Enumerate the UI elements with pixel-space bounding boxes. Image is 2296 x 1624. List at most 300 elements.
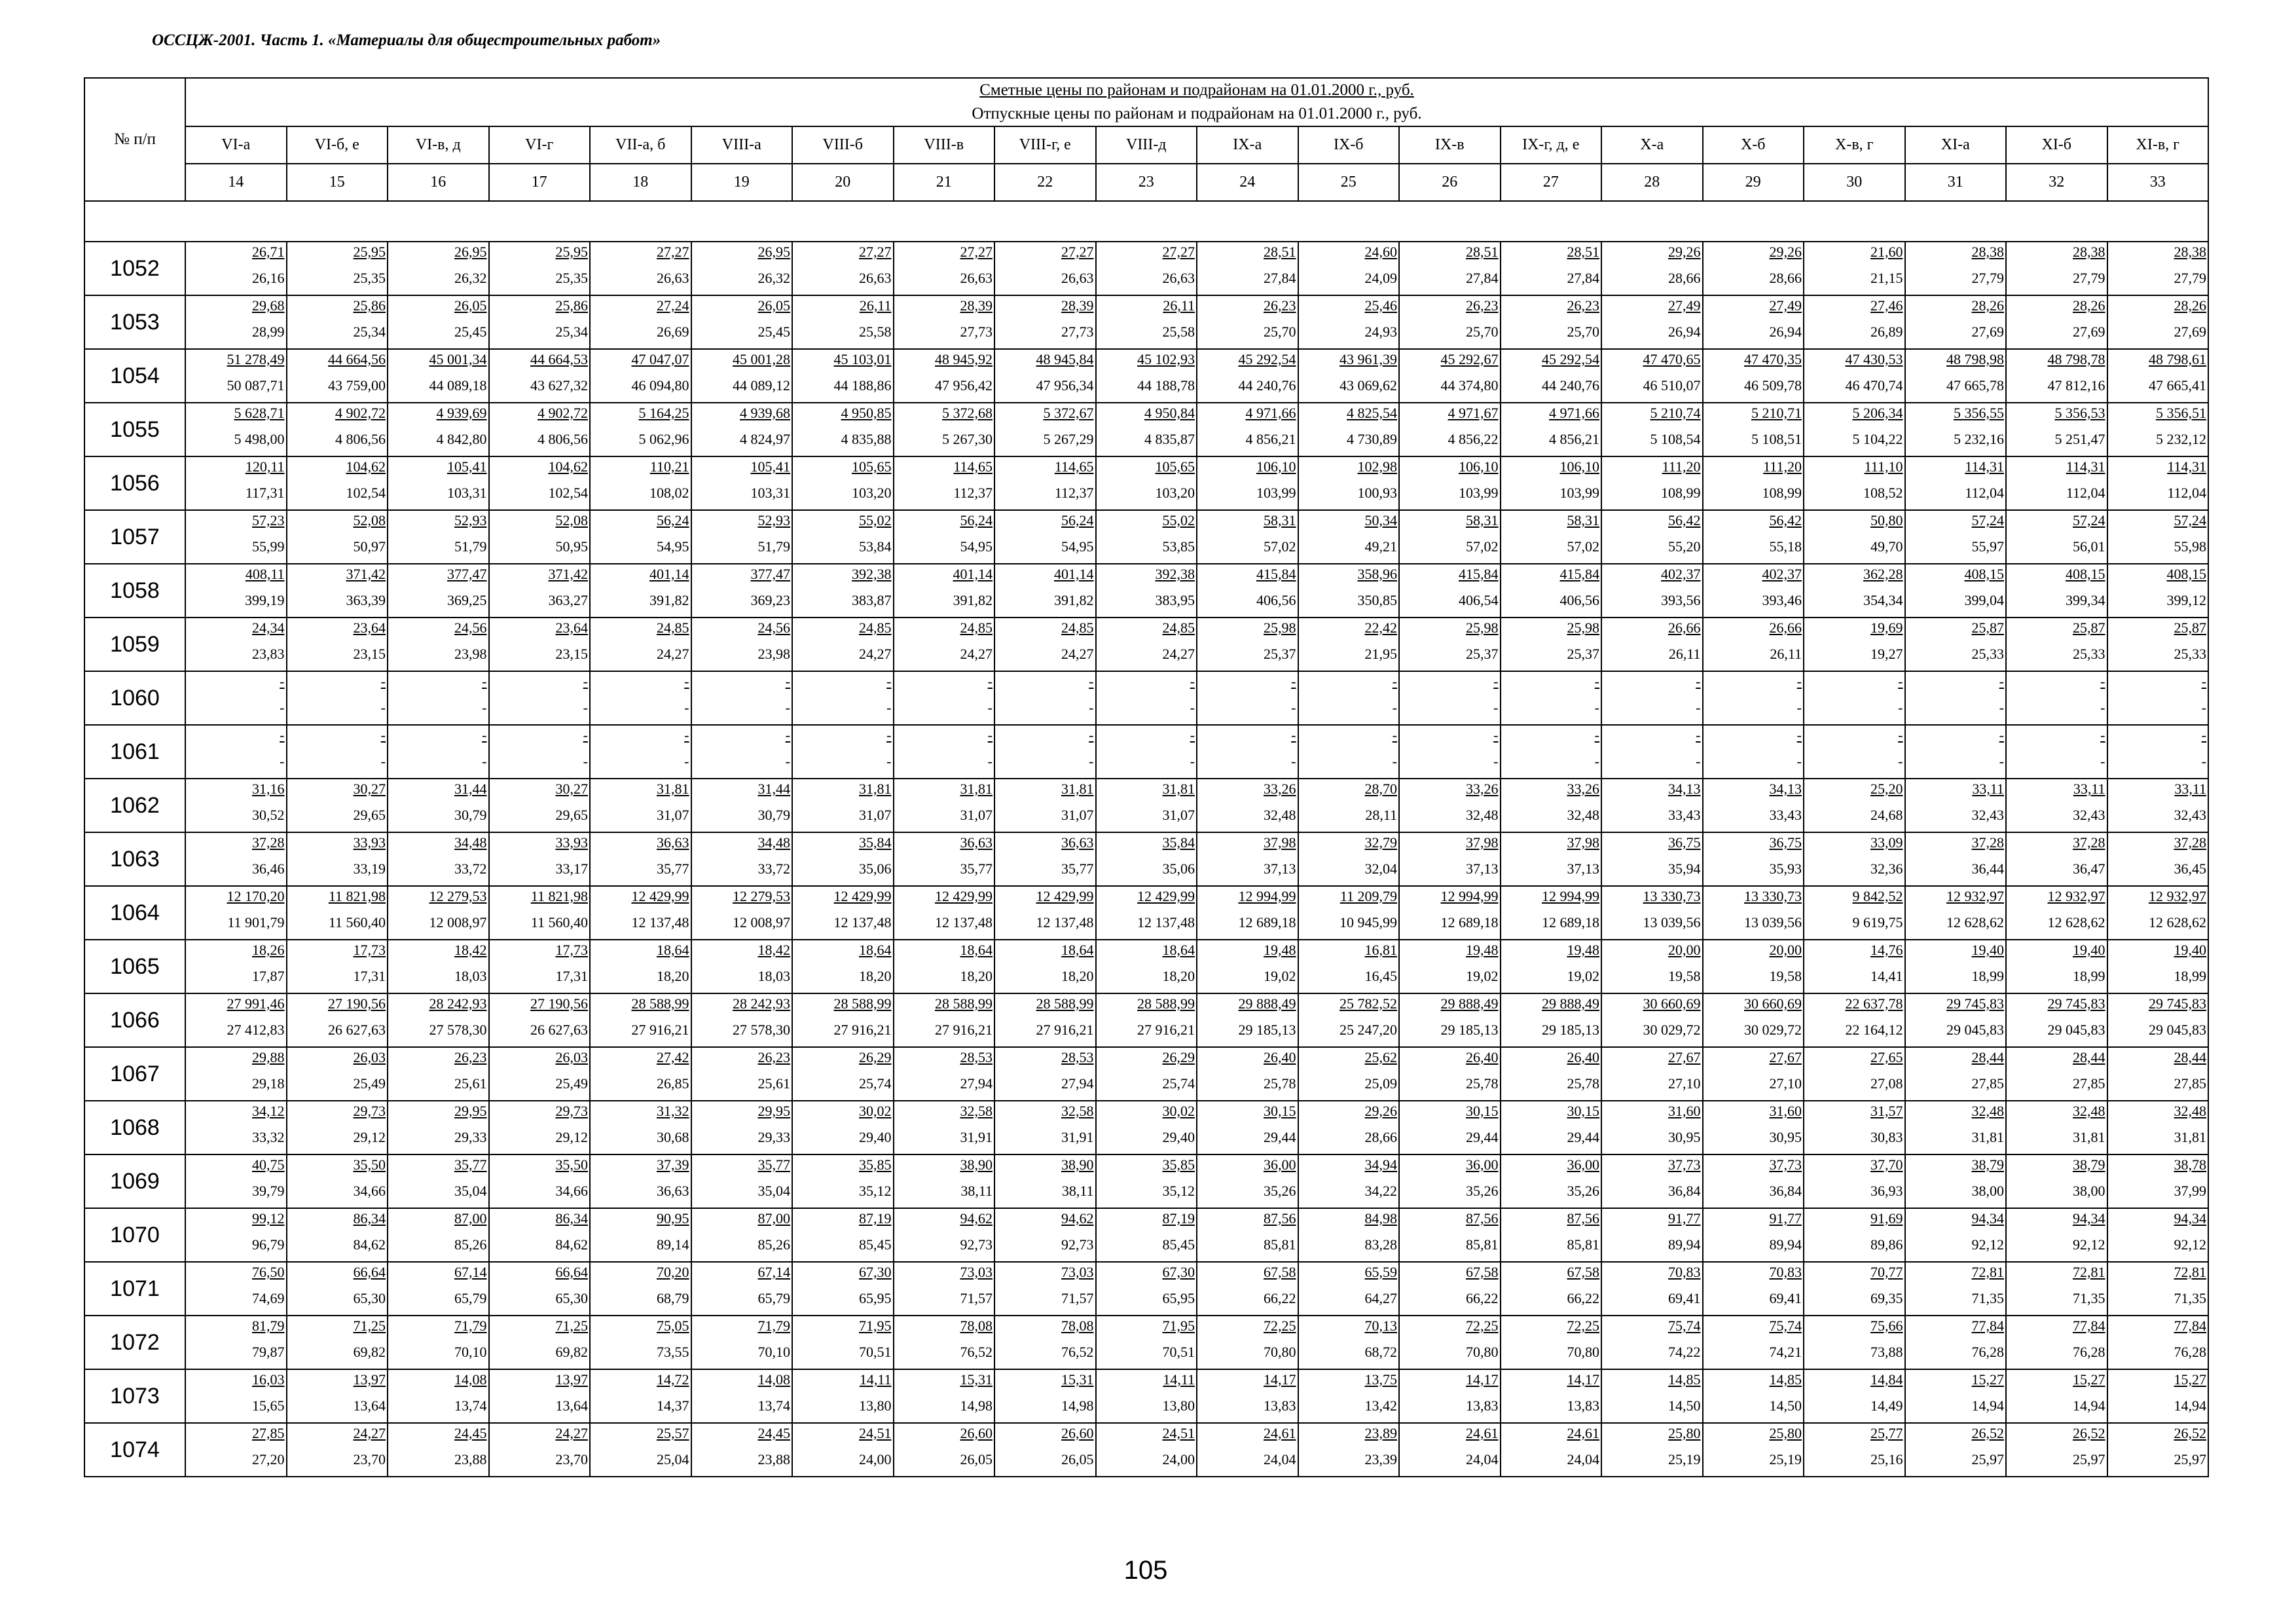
estimated-price: 47 430,53 <box>1845 351 1903 367</box>
estimated-price: 30 660,69 <box>1744 995 1802 1012</box>
price-cell <box>894 886 995 940</box>
price-cell <box>590 1369 691 1423</box>
release-price: 26,63 <box>1061 270 1094 286</box>
release-price: 25,34 <box>353 323 386 340</box>
price-cell <box>1501 886 1602 940</box>
release-price: 27,84 <box>1567 270 1599 286</box>
release-price: 14,49 <box>1870 1397 1903 1414</box>
region-header: IX-а <box>1197 126 1298 164</box>
price-cell <box>1905 1101 2007 1154</box>
release-price: 25,61 <box>757 1075 790 1092</box>
estimated-price: 45 001,28 <box>733 351 790 367</box>
price-cell <box>2107 1154 2209 1208</box>
price-cell <box>1804 1262 1905 1316</box>
release-price: - <box>1999 753 2004 769</box>
estimated-price: - <box>1392 673 1397 690</box>
release-price: 69,82 <box>555 1344 588 1360</box>
price-cell <box>691 1047 793 1101</box>
estimated-price: 31,81 <box>960 781 993 797</box>
price-cell <box>1096 242 1197 295</box>
release-price: 399,12 <box>2166 592 2206 608</box>
price-cell <box>2006 1423 2107 1477</box>
release-price: 47 665,41 <box>2149 377 2206 394</box>
estimated-price: 70,83 <box>1668 1264 1701 1280</box>
release-price: 103,20 <box>1155 485 1195 501</box>
price-cell <box>1197 1262 1298 1316</box>
estimated-price: 29 745,83 <box>2149 995 2206 1012</box>
price-cell <box>1399 1154 1501 1208</box>
price-cell <box>1601 1316 1703 1369</box>
estimated-price: 401,14 <box>1054 566 1094 582</box>
release-price: 12 008,97 <box>429 914 487 931</box>
release-price: - <box>1796 699 1802 716</box>
price-cell <box>590 510 691 564</box>
release-price: 29 045,83 <box>2149 1022 2206 1038</box>
release-price: 24,93 <box>1364 323 1397 340</box>
price-cell <box>185 993 287 1047</box>
release-price: 25,74 <box>1162 1075 1195 1092</box>
release-price: 69,41 <box>1769 1290 1802 1306</box>
price-cell <box>994 295 1096 349</box>
price-cell <box>489 1262 591 1316</box>
row-id: 1055 <box>84 403 185 456</box>
release-price: 35,06 <box>859 860 892 877</box>
price-cell <box>1197 832 1298 886</box>
price-cell <box>1096 1262 1197 1316</box>
release-price: 35,04 <box>757 1183 790 1199</box>
release-price: 71,57 <box>960 1290 993 1306</box>
price-cell <box>1298 349 1400 403</box>
release-price: 37,13 <box>1264 860 1296 877</box>
price-cell <box>2107 564 2209 618</box>
release-price: 13,74 <box>454 1397 487 1414</box>
estimated-price: 4 971,66 <box>1245 405 1296 421</box>
price-cell <box>388 1154 489 1208</box>
release-price: 13,83 <box>1567 1397 1599 1414</box>
estimated-price: 415,84 <box>1256 566 1296 582</box>
price-cell <box>1298 1101 1400 1154</box>
price-cell <box>1703 671 1804 725</box>
price-cell <box>388 832 489 886</box>
release-price: 35,12 <box>1162 1183 1195 1199</box>
column-number: 32 <box>2006 164 2107 201</box>
release-price: 23,70 <box>353 1451 386 1467</box>
price-cell <box>2006 1047 2107 1101</box>
estimated-price: - <box>1696 727 1701 743</box>
estimated-price: 102,98 <box>1357 458 1397 475</box>
release-price: 32,43 <box>2174 807 2206 823</box>
price-cell <box>1905 564 2007 618</box>
column-number: 16 <box>388 164 489 201</box>
release-price: - <box>1291 753 1296 769</box>
release-price: 29,12 <box>353 1129 386 1145</box>
estimated-price: 28 588,99 <box>833 995 892 1012</box>
release-price: 28,99 <box>252 323 285 340</box>
estimated-price: 9 842,52 <box>1852 888 1903 904</box>
price-cell <box>792 1369 894 1423</box>
release-price: 70,80 <box>1466 1344 1499 1360</box>
estimated-price: 50,34 <box>1364 512 1397 528</box>
release-price: 25,45 <box>454 323 487 340</box>
estimated-price: 110,21 <box>649 458 689 475</box>
estimated-price: 47 470,65 <box>1643 351 1701 367</box>
estimated-price: 25,87 <box>2174 619 2206 636</box>
estimated-price: 38,78 <box>2174 1156 2206 1173</box>
release-price: 19,02 <box>1466 968 1499 984</box>
price-cell <box>1601 510 1703 564</box>
estimated-price: 24,56 <box>757 619 790 636</box>
estimated-price: 29,73 <box>353 1103 386 1119</box>
price-cell <box>994 1101 1096 1154</box>
release-price: 12 137,48 <box>1036 914 1094 931</box>
release-price: 14,50 <box>1668 1397 1701 1414</box>
column-number: 27 <box>1501 164 1602 201</box>
region-header: XI-в, г <box>2107 126 2209 164</box>
estimated-price: 28,51 <box>1567 244 1599 260</box>
price-cell <box>1399 1047 1501 1101</box>
estimated-price: 26,52 <box>2174 1425 2206 1441</box>
release-price: 25,34 <box>555 323 588 340</box>
release-price: 24,27 <box>960 646 993 662</box>
release-price: 46 470,74 <box>1845 377 1903 394</box>
release-price: 29,65 <box>555 807 588 823</box>
release-price: 24,27 <box>859 646 892 662</box>
release-price: 31,91 <box>1061 1129 1094 1145</box>
release-price: - <box>1392 753 1397 769</box>
price-cell <box>287 1423 388 1477</box>
price-cell <box>1399 618 1501 671</box>
release-price: 18,99 <box>1971 968 2004 984</box>
release-price: 69,35 <box>1870 1290 1903 1306</box>
release-price: 24,04 <box>1567 1451 1599 1467</box>
release-price: 13,83 <box>1466 1397 1499 1414</box>
estimated-price: - <box>886 727 892 743</box>
price-cell <box>590 242 691 295</box>
price-cell <box>894 403 995 456</box>
estimated-price: 18,64 <box>1061 942 1094 958</box>
price-cell <box>1197 886 1298 940</box>
price-cell <box>1703 725 1804 779</box>
estimated-price: 392,38 <box>852 566 892 582</box>
estimated-price: 26,11 <box>1163 297 1195 314</box>
estimated-price: 36,00 <box>1264 1156 1296 1173</box>
price-cell <box>1096 993 1197 1047</box>
release-price: 12 689,18 <box>1440 914 1499 931</box>
estimated-price: - <box>1796 727 1802 743</box>
release-price: 18,20 <box>960 968 993 984</box>
estimated-price: 28,38 <box>1971 244 2004 260</box>
release-price: 16,45 <box>1364 968 1397 984</box>
price-cell <box>691 671 793 725</box>
estimated-price: 111,20 <box>1662 458 1701 475</box>
estimated-price: 5 210,74 <box>1650 405 1701 421</box>
release-price: 103,20 <box>852 485 892 501</box>
estimated-price: 26,40 <box>1264 1049 1296 1065</box>
estimated-price: 87,56 <box>1567 1210 1599 1227</box>
price-cell <box>1298 779 1400 832</box>
estimated-price: 24,85 <box>1061 619 1094 636</box>
estimated-price: 18,64 <box>960 942 993 958</box>
price-cell <box>1096 1047 1197 1101</box>
price-cell <box>1298 1423 1400 1477</box>
empty-spacer-row <box>84 201 2208 242</box>
row-id: 1062 <box>84 779 185 832</box>
price-cell <box>994 1369 1096 1423</box>
row-id: 1061 <box>84 725 185 779</box>
release-price: 23,88 <box>454 1451 487 1467</box>
price-cell <box>1399 510 1501 564</box>
price-cell <box>1298 725 1400 779</box>
estimated-price: 13,75 <box>1364 1371 1397 1388</box>
estimated-price: 94,34 <box>2174 1210 2206 1227</box>
estimated-price: - <box>684 673 689 690</box>
release-price: 25,58 <box>859 323 892 340</box>
price-cell <box>489 832 591 886</box>
estimated-price: 5 372,68 <box>942 405 993 421</box>
release-price: 35,77 <box>657 860 689 877</box>
price-cell <box>894 779 995 832</box>
estimated-price: 27 991,46 <box>227 995 285 1012</box>
estimated-price: 28,38 <box>2073 244 2105 260</box>
estimated-price: 34,13 <box>1668 781 1701 797</box>
release-price: 13,80 <box>859 1397 892 1414</box>
estimated-price: 23,64 <box>555 619 588 636</box>
release-price: 35,77 <box>1061 860 1094 877</box>
estimated-price: 45 102,93 <box>1137 351 1195 367</box>
release-price: 85,81 <box>1567 1236 1599 1253</box>
release-price: 25,74 <box>859 1075 892 1092</box>
estimated-price: 24,85 <box>657 619 689 636</box>
estimated-price: 17,73 <box>353 942 386 958</box>
price-cell <box>792 403 894 456</box>
estimated-price: 28,39 <box>1061 297 1094 314</box>
release-price: 47 956,42 <box>935 377 993 394</box>
price-cell <box>994 564 1096 618</box>
estimated-price: 105,65 <box>852 458 892 475</box>
estimated-price: 13,97 <box>555 1371 588 1388</box>
price-cell <box>1905 1262 2007 1316</box>
estimated-price: 34,94 <box>1364 1156 1397 1173</box>
estimated-price: 36,63 <box>1061 834 1094 851</box>
price-cell <box>792 618 894 671</box>
estimated-price: 106,10 <box>1256 458 1296 475</box>
price-cell <box>1399 725 1501 779</box>
release-price: 70,51 <box>1162 1344 1195 1360</box>
price-cell <box>287 725 388 779</box>
release-price: 27,69 <box>1971 323 2004 340</box>
price-cell <box>388 725 489 779</box>
release-price: 25,49 <box>555 1075 588 1092</box>
estimated-price: 377,47 <box>750 566 790 582</box>
estimated-price: 24,60 <box>1364 244 1397 260</box>
release-price: 5 108,51 <box>1751 431 1802 447</box>
estimated-price: 24,51 <box>859 1425 892 1441</box>
price-cell <box>1096 886 1197 940</box>
estimated-price: 73,03 <box>1061 1264 1094 1280</box>
price-cell <box>691 618 793 671</box>
estimated-price: 77,84 <box>2073 1318 2105 1334</box>
release-price: 27 916,21 <box>833 1022 892 1038</box>
estimated-price: 31,57 <box>1870 1103 1903 1119</box>
release-price: 27,85 <box>2174 1075 2206 1092</box>
price-cell <box>691 779 793 832</box>
price-cell <box>994 1208 1096 1262</box>
release-price: 66,22 <box>1466 1290 1499 1306</box>
release-price: 23,39 <box>1364 1451 1397 1467</box>
price-cell <box>185 564 287 618</box>
estimated-price: 52,08 <box>555 512 588 528</box>
release-price: 26,05 <box>1061 1451 1094 1467</box>
price-cell <box>894 1101 995 1154</box>
estimated-price: 12 994,99 <box>1440 888 1499 904</box>
release-price: 35,04 <box>454 1183 487 1199</box>
release-price: 393,56 <box>1661 592 1701 608</box>
release-price: 21,15 <box>1870 270 1903 286</box>
release-price: 13 039,56 <box>1643 914 1701 931</box>
region-header: VI-а <box>185 126 287 164</box>
price-cell <box>1703 1369 1804 1423</box>
column-number: 19 <box>691 164 793 201</box>
release-price: 76,28 <box>2073 1344 2105 1360</box>
estimated-price: 58,31 <box>1466 512 1499 528</box>
release-price: - <box>2100 699 2105 716</box>
price-cell <box>1601 1154 1703 1208</box>
estimated-price: 87,56 <box>1264 1210 1296 1227</box>
estimated-price: 19,40 <box>2174 942 2206 958</box>
estimated-price: 28 242,93 <box>733 995 790 1012</box>
estimated-price: 28 588,99 <box>1137 995 1195 1012</box>
price-cell <box>1804 403 1905 456</box>
estimated-price: 45 103,01 <box>833 351 892 367</box>
row-id: 1066 <box>84 993 185 1047</box>
release-price: - <box>785 699 790 716</box>
estimated-price: - <box>1190 673 1195 690</box>
estimated-price: 25,80 <box>1769 1425 1802 1441</box>
price-cell <box>1096 1423 1197 1477</box>
release-price: 12 689,18 <box>1238 914 1296 931</box>
estimated-price: 4 902,72 <box>538 405 588 421</box>
release-price: 30 029,72 <box>1744 1022 1802 1038</box>
estimated-price: 94,34 <box>1971 1210 2004 1227</box>
estimated-price: 72,81 <box>2174 1264 2206 1280</box>
region-header: XI-б <box>2006 126 2107 164</box>
estimated-price: 11 209,79 <box>1339 888 1397 904</box>
estimated-price: 28,53 <box>1061 1049 1094 1065</box>
release-price: 12 628,62 <box>1946 914 2004 931</box>
estimated-price: 33,26 <box>1264 781 1296 797</box>
estimated-price: 26,23 <box>757 1049 790 1065</box>
estimated-price: 14,17 <box>1567 1371 1599 1388</box>
estimated-price: 26,95 <box>757 244 790 260</box>
release-price: 76,52 <box>1061 1344 1094 1360</box>
estimated-price: 5 372,67 <box>1043 405 1094 421</box>
release-price: 76,28 <box>1971 1344 2004 1360</box>
release-price: 27,94 <box>960 1075 993 1092</box>
price-cell <box>994 779 1096 832</box>
price-cell <box>2006 295 2107 349</box>
release-price: 19,02 <box>1264 968 1296 984</box>
release-price: 27 916,21 <box>935 1022 993 1038</box>
price-cell <box>1905 993 2007 1047</box>
release-price: 56,01 <box>2073 538 2105 555</box>
release-price: 35,26 <box>1466 1183 1499 1199</box>
release-price: 13,74 <box>757 1397 790 1414</box>
price-cell <box>287 403 388 456</box>
price-cell <box>489 1369 591 1423</box>
release-price: 27,69 <box>2073 323 2105 340</box>
release-price: 43 627,32 <box>530 377 588 394</box>
release-price: 5 104,22 <box>1852 431 1903 447</box>
estimated-price: 67,58 <box>1466 1264 1499 1280</box>
release-price: 25,35 <box>555 270 588 286</box>
release-price: 35,94 <box>1668 860 1701 877</box>
price-cell <box>1905 295 2007 349</box>
price-cell <box>2006 1101 2107 1154</box>
release-price: - <box>1594 753 1599 769</box>
release-price: 112,37 <box>1054 485 1094 501</box>
table-row <box>84 1423 2208 1477</box>
price-cell <box>287 1208 388 1262</box>
estimated-price: 43 961,39 <box>1339 351 1397 367</box>
estimated-price: 25,87 <box>1971 619 2004 636</box>
price-cell <box>1601 1208 1703 1262</box>
release-price: 4 856,21 <box>1549 431 1599 447</box>
release-price: 350,85 <box>1357 592 1397 608</box>
price-cell <box>1905 510 2007 564</box>
release-price: 100,93 <box>1357 485 1397 501</box>
estimated-price: 35,84 <box>1162 834 1195 851</box>
price-cell <box>1399 832 1501 886</box>
price-cell <box>1804 349 1905 403</box>
release-price: 28,66 <box>1364 1129 1397 1145</box>
release-price: 33,32 <box>252 1129 285 1145</box>
price-cell <box>590 1316 691 1369</box>
price-cell <box>894 242 995 295</box>
estimated-price: 29,88 <box>252 1049 285 1065</box>
price-cell <box>1298 242 1400 295</box>
release-price: 31,07 <box>859 807 892 823</box>
price-cell <box>1804 295 1905 349</box>
estimated-price: 87,19 <box>1162 1210 1195 1227</box>
release-price: - <box>1089 753 1094 769</box>
release-price: 25,61 <box>454 1075 487 1092</box>
release-price: 25,45 <box>757 323 790 340</box>
estimated-price: 36,00 <box>1466 1156 1499 1173</box>
release-price: - <box>1594 699 1599 716</box>
release-price: 26 627,63 <box>530 1022 588 1038</box>
estimated-price: - <box>583 727 588 743</box>
price-cell <box>1501 564 1602 618</box>
estimated-price: 45 001,34 <box>429 351 487 367</box>
estimated-price: 11 821,98 <box>328 888 386 904</box>
region-header: VIII-а <box>691 126 793 164</box>
release-price: 5 232,16 <box>1954 431 2004 447</box>
price-cell <box>1399 564 1501 618</box>
price-cell <box>1399 1316 1501 1369</box>
estimated-price: 27,67 <box>1769 1049 1802 1065</box>
estimated-price: 15,27 <box>1971 1371 2004 1388</box>
release-price: 70,80 <box>1567 1344 1599 1360</box>
price-cell <box>1601 456 1703 510</box>
release-price: 25,78 <box>1466 1075 1499 1092</box>
release-price: 85,81 <box>1264 1236 1296 1253</box>
estimated-price: 24,56 <box>454 619 487 636</box>
release-price: 53,85 <box>1162 538 1195 555</box>
estimated-price: 75,66 <box>1870 1318 1903 1334</box>
estimated-price: 77,84 <box>1971 1318 2004 1334</box>
estimated-price: 26,66 <box>1769 619 1802 636</box>
price-cell <box>185 886 287 940</box>
